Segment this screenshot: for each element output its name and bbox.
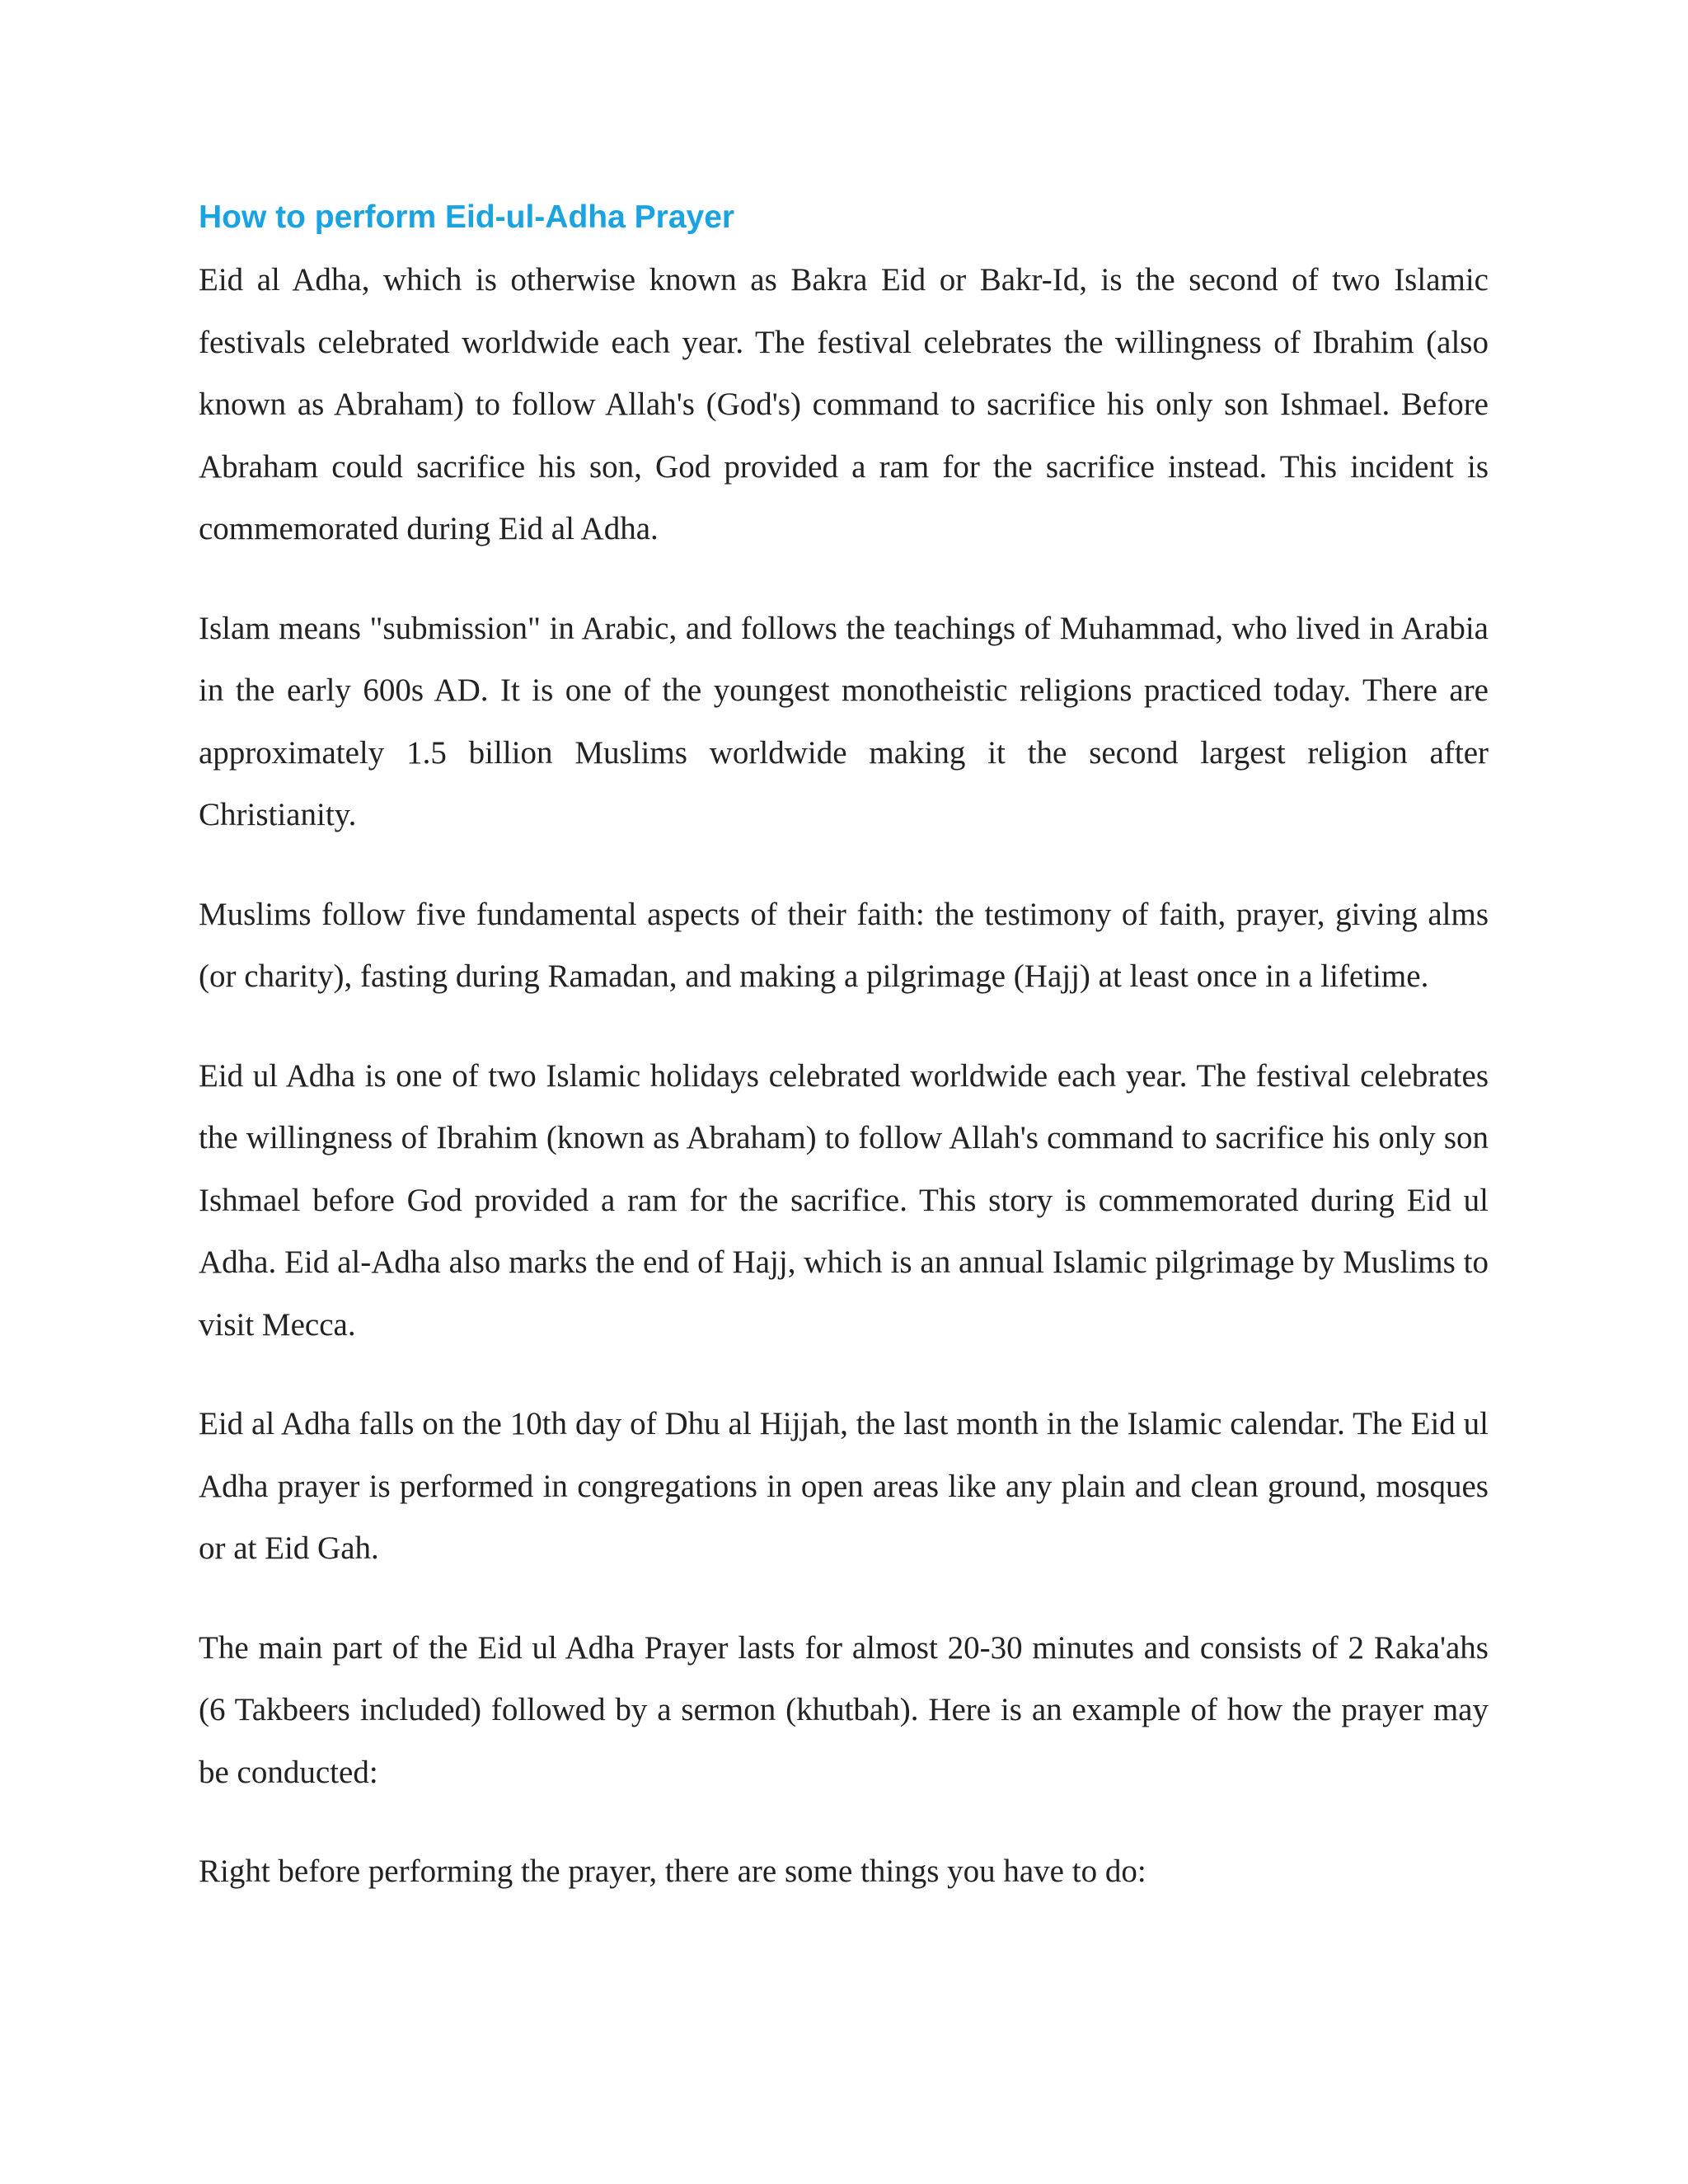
document-title: How to perform Eid-ul-Adha Prayer [199,199,735,235]
document-body [199,196,1489,1903]
paragraph-eid-date: Eid al Adha falls on the 10th day of Dhu al Hijjah, the last month in the Islamic calendar. The Eid ul Adha prayer is performed in congregations in open areas like any plain and clean ground, mosques or at Eid Gah. [199,1406,1489,1566]
paragraph-before-prayer: Right before performing the prayer, there are some things you have to do: [199,1854,1146,1889]
paragraph-islam-meaning: Islam means "submission" in Arabic, and follows the teachings of Muhammad, who lived in Arabia in the early 600s AD. It is one of the youngest monotheistic religions practiced today. There are approximately 1.5 billion Muslims worldwide making it the second largest religion after Christianity. [199,610,1489,832]
paragraph-eid-intro: Eid al Adha, which is otherwise known as Bakra Eid or Bakr-Id, is the second of two Islamic festivals celebrated worldwide each year. The festival celebrates the willingness of Ibrahim (also known as Abraham) to follow Allah's (God's) command to sacrifice his only son Ishmael. Before Abraham could sacrifice his son, God provided a ram for the sacrifice instead. This incident is commemorated during Eid al Adha. [199,262,1489,546]
paragraph-five-pillars: Muslims follow five fundamental aspects of their faith: the testimony of faith, prayer, giving alms (or charity), fasting during Ramadan, and making a pilgrimage (Hajj) at least once in a lifetime. [199,896,1489,994]
paragraph-eid-hajj: Eid ul Adha is one of two Islamic holidays celebrated worldwide each year. The festival celebrates the willingness of Ibrahim (known as Abraham) to follow Allah's command to sacrifice his only son Ishmael before God provided a ram for the sacrifice. This story is commemorated during Eid ul Adha. Eid al-Adha also marks the end of Hajj, which is an annual Islamic pilgrimage by Muslims to visit Mecca. [199,1057,1489,1343]
paragraph-prayer-structure: The main part of the Eid ul Adha Prayer lasts for almost 20-30 minutes and consists of 2 Raka'ahs (6 Takbeers included) followed by a sermon (khutbah). Here is an example of how the prayer may be conducted: [199,1629,1489,1790]
